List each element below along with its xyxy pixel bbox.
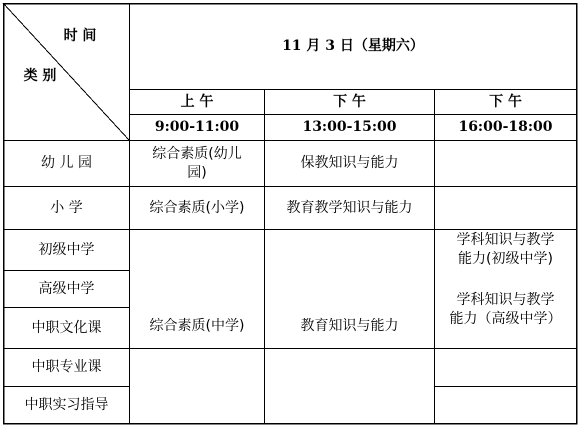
cell-middle-knowledge: 教育知识与能力 bbox=[300, 318, 399, 334]
cell-junior-subject: 学科知识与教学 能力(初级中学) bbox=[456, 232, 555, 267]
header-time-label: 时 间 bbox=[63, 27, 97, 44]
cell-kindergarten-comprehensive: 综合素质(幼儿 园) bbox=[152, 145, 242, 181]
header-category-label: 类 别 bbox=[23, 67, 57, 84]
row-label-kindergarten: 幼 儿 园 bbox=[41, 155, 92, 171]
session-2-time: 13:00-15:00 bbox=[302, 119, 397, 135]
row-label-senior-middle: 高级中学 bbox=[38, 280, 95, 297]
cell-primary-knowledge: 教育教学知识与能力 bbox=[286, 199, 413, 216]
cell-kindergarten-knowledge: 保教知识与能力 bbox=[300, 155, 399, 171]
row-label-vocational-internship: 中职实习指导 bbox=[24, 396, 109, 413]
row-label-primary: 小 学 bbox=[50, 199, 83, 216]
session-1-period: 上 午 bbox=[180, 93, 214, 110]
session-1-time: 9:00-11:00 bbox=[154, 119, 240, 135]
session-3-time: 16:00-18:00 bbox=[458, 119, 553, 135]
session-3-period: 下 午 bbox=[489, 93, 522, 110]
exam-date: 11 月 3 日（星期六） bbox=[282, 38, 424, 54]
cell-middle-comprehensive: 综合素质(中学) bbox=[149, 318, 245, 334]
session-2-period: 下 午 bbox=[333, 93, 366, 110]
cell-senior-subject: 学科知识与教学 能力（高级中学） bbox=[449, 292, 562, 327]
cell-primary-comprehensive: 综合素质(小学) bbox=[149, 199, 245, 216]
row-label-junior-middle: 初级中学 bbox=[38, 241, 95, 258]
row-label-vocational-culture: 中职文化课 bbox=[31, 319, 102, 336]
row-label-vocational-professional: 中职专业课 bbox=[31, 359, 102, 375]
